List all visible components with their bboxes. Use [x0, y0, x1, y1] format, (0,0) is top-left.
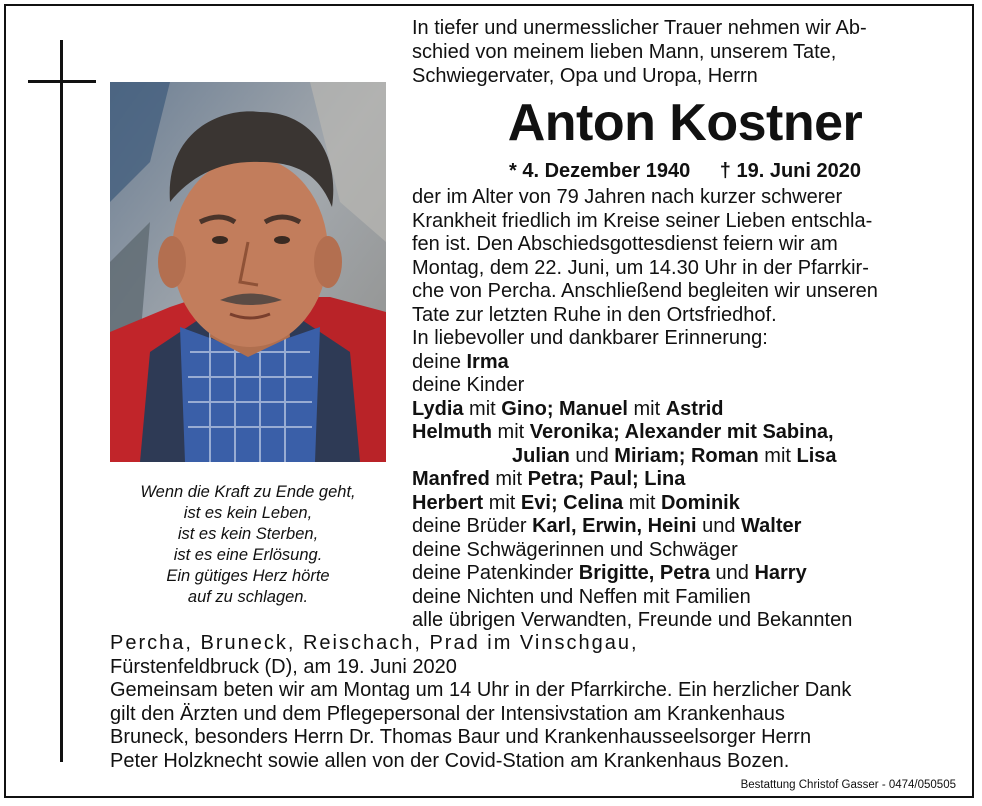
- family-line: [412, 445, 958, 469]
- body-line: Tate zur letzten Ruhe in den Ortsfriedhof.: [412, 303, 777, 326]
- family-name: Astrid: [665, 397, 724, 420]
- family-name: Veronika; Alexander mit Sabina,: [529, 421, 834, 443]
- birth-date: * 4. Dezember 1940: [509, 160, 691, 182]
- brothers-last: Walter: [741, 515, 802, 537]
- wife-line: [412, 351, 958, 375]
- obituary-body: [412, 186, 958, 633]
- closing-line: Peter Holzknecht sowie allen von der Covid-Station am Krankenhaus Bozen.: [110, 749, 790, 772]
- intro-line: In tiefer und unermesslicher Trauer nehmen wir Ab-: [412, 17, 867, 39]
- closing-line: Bruneck, besonders Herrn Dr. Thomas Baur und Krankenhausseelsorger Herrn: [110, 726, 812, 748]
- family-name: Evi; Celina: [520, 491, 624, 514]
- family-name: Petra; Paul; Lina: [527, 468, 686, 490]
- nieces-line: deine Nichten und Neffen mit Familien: [412, 585, 751, 608]
- brothers-prefix: deine Brüder: [412, 515, 533, 537]
- life-dates: [412, 158, 958, 184]
- others-line: alle übrigen Verwandten, Freunde und Bekannten: [412, 609, 853, 631]
- poem-line: ist es kein Leben,: [183, 504, 313, 522]
- body-line: Montag, dem 22. Juni, um 14.30 Uhr in der Pfarrkir-: [412, 256, 869, 279]
- obituary-footer: [110, 632, 958, 773]
- closing-line: Gemeinsam beten wir am Montag um 14 Uhr in der Pfarrkirche. Ein herzlicher Dank: [110, 679, 852, 701]
- body-line: der im Alter von 79 Jahren nach kurzer schwerer: [412, 186, 843, 208]
- closing-line: gilt den Ärzten und dem Pflegepersonal der Intensivstation am Krankenhaus: [110, 702, 785, 725]
- family-line: [412, 398, 958, 422]
- remembrance-heading: In liebevoller und dankbarer Erinnerung:: [412, 327, 768, 349]
- family-joiner: mit: [623, 491, 661, 514]
- family-name: Lydia: [412, 397, 464, 420]
- poem-line: Ein gütiges Herz hörte: [166, 567, 330, 585]
- poem-line: ist es eine Erlösung.: [173, 546, 323, 564]
- family-joiner: mit: [492, 421, 530, 443]
- family-line: [412, 492, 958, 516]
- family-name: Manfred: [412, 468, 490, 490]
- body-line: Krankheit friedlich im Kreise seiner Lieben entschla-: [412, 209, 873, 232]
- brothers-joiner: und: [696, 515, 742, 537]
- death-date: † 19. Juni 2020: [719, 160, 861, 182]
- family-joiner: mit: [489, 468, 528, 490]
- godchildren-prefix: deine Patenkinder: [412, 562, 579, 584]
- brothers-names: Karl, Erwin, Heini: [532, 515, 697, 537]
- body-line: fen ist. Den Abschiedsgottesdienst feiern wir am: [412, 233, 838, 255]
- deceased-name: Anton Kostner: [507, 94, 863, 152]
- family-joiner: mit: [483, 491, 521, 514]
- in-laws-line: deine Schwägerinnen und Schwäger: [412, 538, 738, 561]
- family-joiner: mit: [758, 444, 797, 467]
- godchildren-last: Harry: [754, 562, 807, 584]
- brothers-line: [412, 515, 958, 539]
- family-joiner: und: [569, 444, 615, 467]
- family-joiner: mit: [463, 397, 502, 420]
- family-name: Dominik: [660, 491, 740, 514]
- intro-line: Schwiegervater, Opa und Uropa, Herrn: [412, 65, 758, 87]
- poem-line: Wenn die Kraft zu Ende geht,: [140, 483, 356, 501]
- godchildren-joiner: und: [709, 562, 755, 584]
- family-name: Lisa: [796, 444, 837, 467]
- intro-line: schied von meinem lieben Mann, unserem Tate,: [412, 41, 837, 63]
- godchildren-names: Brigitte, Petra: [578, 562, 710, 584]
- memorial-poem: [100, 482, 396, 608]
- places-line: Percha, Bruneck, Reischach, Prad im Vinschgau,: [110, 632, 639, 654]
- family-name: Helmuth: [412, 421, 492, 443]
- portrait-photo: [110, 82, 386, 462]
- funeral-home-credit: Bestattung Christof Gasser - 0474/050505: [740, 779, 956, 791]
- cross-icon: [60, 40, 63, 762]
- places-line: Fürstenfeldbruck (D), am 19. Juni 2020: [110, 655, 457, 678]
- family-line: [412, 468, 958, 492]
- poem-line: auf zu schlagen.: [187, 588, 309, 606]
- body-line: che von Percha. Anschließend begleiten wir unseren: [412, 280, 878, 302]
- family-name: Herbert: [412, 491, 484, 514]
- wife-prefix: deine: [412, 350, 461, 373]
- family-joiner: mit: [627, 397, 666, 420]
- children-label: deine Kinder: [412, 374, 525, 396]
- family-name: Gino; Manuel: [501, 397, 628, 420]
- poem-line: ist es kein Sterben,: [177, 525, 319, 543]
- family-line: [412, 421, 958, 445]
- godchildren-line: [412, 562, 958, 586]
- wife-name: Irma: [466, 350, 509, 373]
- family-name: Julian: [512, 444, 570, 467]
- cross-icon-bar: [28, 80, 96, 83]
- intro-text: [412, 16, 958, 88]
- family-name: Miriam; Roman: [614, 444, 759, 467]
